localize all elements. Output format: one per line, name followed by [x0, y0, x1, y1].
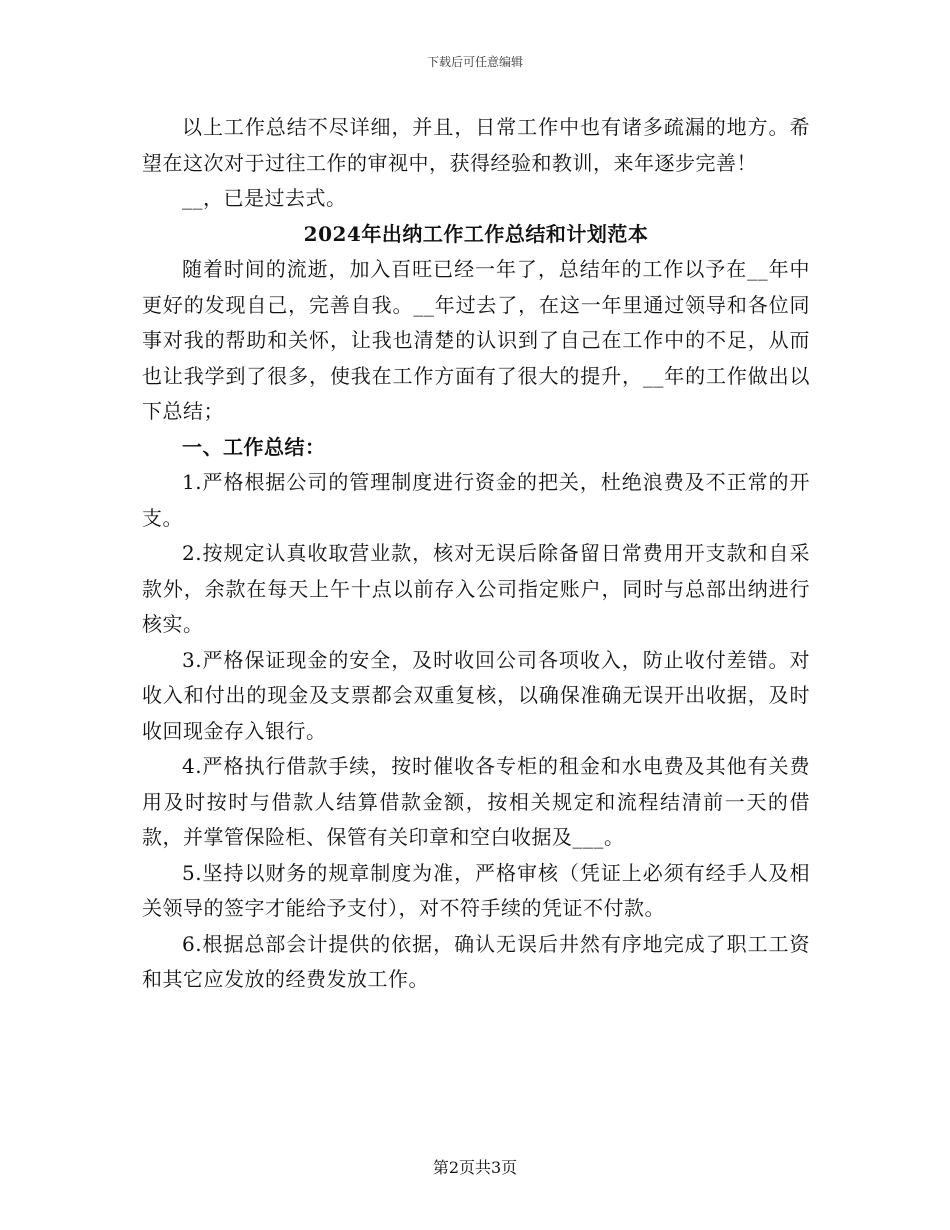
list-item: 2.按规定认真收取营业款，核对无误后除备留日常费用开支款和自采款外，余款在每天上午十点以前存入公司指定账户，同时与总部出纳进行核实。 [142, 541, 810, 636]
intro-paragraph: 以上工作总结不尽详细，并且，日常工作中也有诸多疏漏的地方。希望在这次对于过往工作的审视中，获得经验和教训，来年逐步完善！ [142, 115, 810, 175]
list-item: 6.根据总部会计提供的依据，确认无误后井然有序地完成了职工工资和其它应发放的经费发放工作。 [142, 931, 810, 991]
list-item: 5.坚持以财务的规章制度为准，严格审核（凭证上必须有经手人及相关领导的签字才能给予支付），对不符手续的凭证不付款。 [142, 860, 810, 920]
header-note: 下载后可任意编辑 [426, 55, 523, 69]
list-item: 3.严格保证现金的安全，及时收回公司各项收入，防止收付差错。对收入和付出的现金及支票都会双重复核，以确保准确无误开出收据，及时收回现金存入银行。 [142, 647, 810, 743]
page-number: 第2页共3页 [432, 1158, 518, 1177]
list-item: 1.严格根据公司的管理制度进行资金的把关，杜绝浪费及不正常的开支。 [142, 470, 810, 530]
list-item: 4.严格执行借款手续，按时催收各专柜的租金和水电费及其他有关费用及时按时与借款人结算借款金额，按相关规定和流程结清前一天的借款，并掌管保险柜、保管有关印章和空白收据及___。 [142, 754, 810, 849]
section-heading: 一、工作总结： [182, 434, 326, 459]
document-title: 2024年出纳工作工作总结和计划范本 [303, 221, 649, 246]
opening-paragraph: 随着时间的流逝，加入百旺已经一年了，总结年的工作以予在__年中更好的发现自己，完善自我。__年过去了，在这一年里通过领导和各位同事对我的帮助和关怀，让我也清楚的认识到了自己在工作中的不足，从而也让我学到了很多，使我在工作方面有了很大的提升，__年的工作做出以下总结； [142, 257, 810, 423]
intro-paragraph: __，已是过去式。 [182, 186, 347, 210]
document-body [142, 110, 810, 998]
